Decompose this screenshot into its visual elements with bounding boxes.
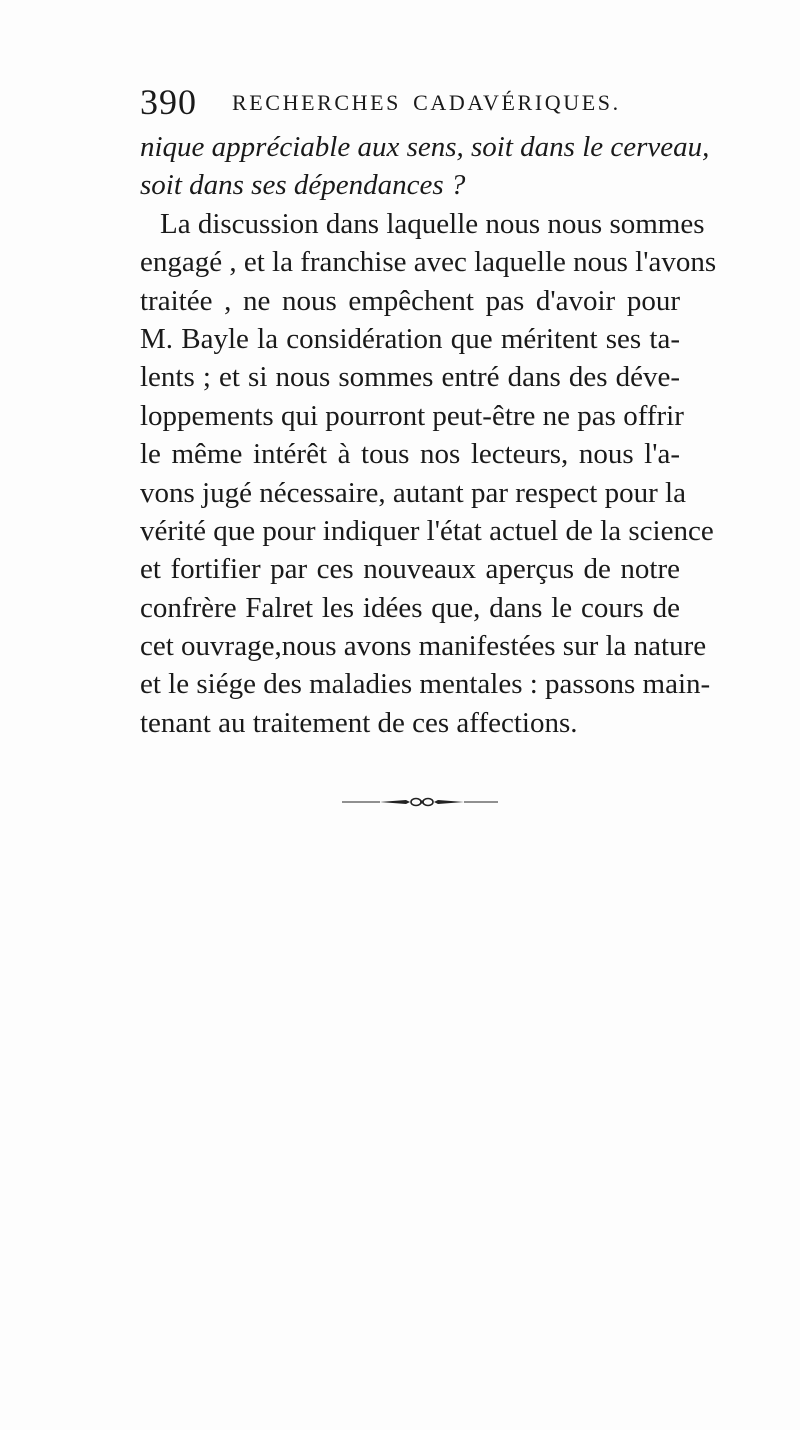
text-line-1: nique appréciable aux sens, soit dans le cerveau, xyxy=(140,131,710,163)
running-head xyxy=(140,82,680,122)
text-line-9: le même intérêt à tous nos lecteurs, nous l'a- xyxy=(140,438,680,471)
text-line-10: vons jugé nécessaire, autant par respect pour la xyxy=(140,476,686,509)
text-line-2: soit dans ses dépendances ? xyxy=(140,169,466,202)
text-line-8: loppements qui pourront peut-être ne pas offrir xyxy=(140,399,684,432)
running-title: RECHERCHES CADAVÉRIQUES. xyxy=(232,90,621,115)
text-line-5: traitée , ne nous empêchent pas d'avoir pour xyxy=(140,284,680,317)
text-line-3: La discussion dans laquelle nous nous sommes xyxy=(160,207,705,240)
text-line-11: vérité que pour indiquer l'état actuel de la science xyxy=(140,514,714,547)
page-number: 390 xyxy=(140,82,197,122)
text-line-15: et le siége des maladies mentales : passons main- xyxy=(140,668,711,701)
text-line-13: confrère Falret les idées que, dans le cours de xyxy=(140,591,680,624)
tailpiece-ornament-icon xyxy=(340,795,500,809)
body-text xyxy=(140,128,717,742)
text-line-16: tenant au traitement de ces affections. xyxy=(140,706,578,739)
text-line-6: M. Bayle la considération que méritent ses ta- xyxy=(140,322,680,355)
text-line-14: cet ouvrage,nous avons manifestées sur la nature xyxy=(140,630,707,663)
text-line-7: lents ; et si nous sommes entré dans des déve- xyxy=(140,361,680,394)
text-line-12: et fortifier par ces nouveaux aperçus de notre xyxy=(140,553,680,586)
text-line-4: engagé , et la franchise avec laquelle nous l'avons xyxy=(140,246,717,279)
